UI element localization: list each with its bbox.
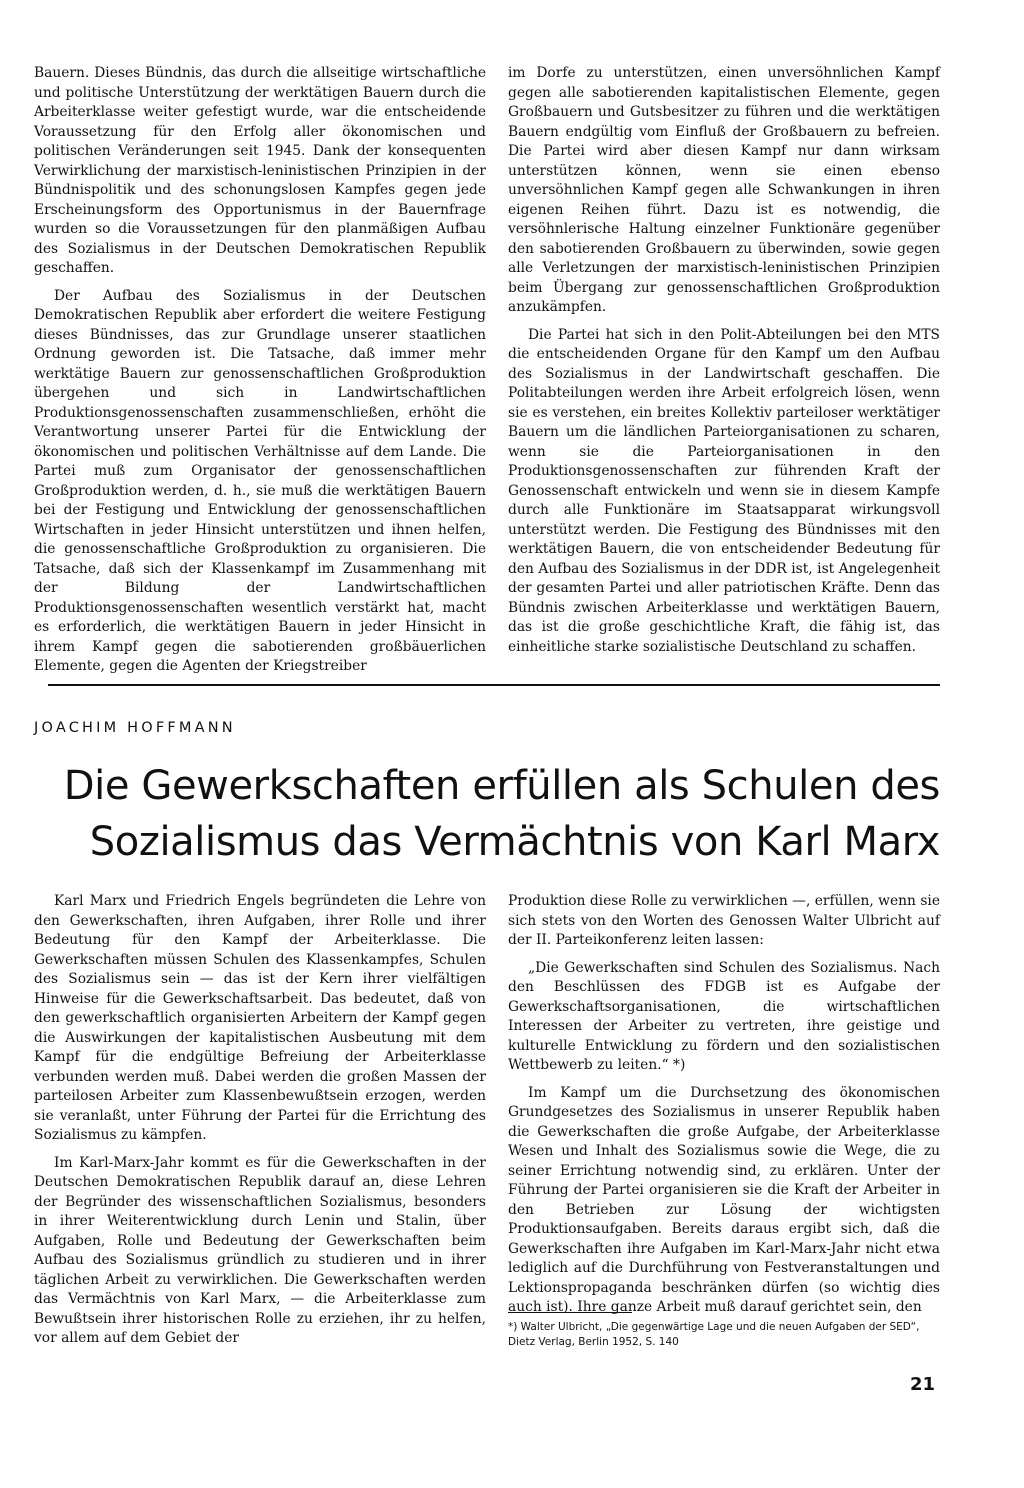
top-right-column bbox=[508, 64, 940, 665]
article-right-column bbox=[508, 892, 940, 1326]
footnote-divider bbox=[508, 1312, 632, 1313]
paragraph: Bauern. Dieses Bündnis, das durch die allseitige wirtschaftliche und politische Unterstützung der werktätigen Bauern durch die Arbeiterklasse weiter gefestigt wurde, war die entscheidende Voraussetzung für den Erfolg aller ökonomischen und politischen Veränderungen seit 1945. Dank der konsequenten Verwirklichung der marxistisch-leninistischen Prinzipien in der Bündnispolitik und des schonungslosen Kampfes gegen jede Erscheinungsform des Opportunismus in der Bauernfrage wurden so die Voraussetzungen für den planmäßigen Aufbau des Sozialismus in der Deutschen Demokratischen Republik geschaffen. bbox=[34, 65, 486, 276]
section-divider bbox=[48, 684, 940, 686]
article-left-column bbox=[34, 892, 486, 1357]
paragraph: Im Kampf um die Durchsetzung des ökonomischen Grundgesetzes des Sozialismus in unserer Republik haben die Gewerkschaften die große Aufgabe, der Arbeiterklasse Wesen und Inhalt des Sozialismus sowie die Wege, die zu seiner Errichtung notwendig sind, zu erklären. Unter der Führung der Partei organisieren sie die Kraft der Arbeiter in den Betrieben zur Lösung der wichtigsten Produktionsaufgaben. Bereits daraus ergibt sich, daß die Gewerkschaften ihre Aufgaben im Karl-Marx-Jahr nicht etwa lediglich auf die Durchführung von Festveranstaltungen und Lektionspropaganda beschränken dürfen (so wichtig dies auch ist). Ihre ganze Arbeit muß darauf gerichtet sein, den bbox=[508, 1084, 940, 1315]
article-title-line: Die Gewerkschaften erfüllen als Schulen des bbox=[63, 763, 940, 809]
paragraph: Der Aufbau des Sozialismus in der Deutschen Demokratischen Republik aber erfordert die weitere Festigung dieses Bündnisses, das zur Grundlage unserer staatlichen Ordnung geworden ist. Die Tatsache, daß immer mehr werktätige Bauern zur genossenschaftlichen Großproduktion übergehen und sich in Landwirtschaftlichen Produktionsgenossenschaften zusammenschließen, erhöht die Verantwortung unserer Partei für die Entwicklung der ökonomischen und politischen Verhältnisse auf dem Lande. Die Partei muß zum Organisator der genossenschaftlichen Großproduktion werden, d. h., sie muß die werktätigen Bauern bei der Festigung und Entwicklung der genossenschaftlichen Wirtschaften in jeder Hinsicht unterstützen und ihnen helfen, die genossenschaftliche Großproduktion zu organisieren. Die Tatsache, daß sich der Klassenkampf im Zusammenhang mit der Bildung der Landwirtschaftlichen Produktionsgenossenschaften wesentlich verstärkt hat, macht es erforderlich, die werktätigen Bauern in jeder Hinsicht in ihrem Kampf gegen die sabotierenden großbäuerlichen Elemente, gegen die Agenten der Kriegstreiber bbox=[34, 287, 486, 674]
paragraph: Im Karl-Marx-Jahr kommt es für die Gewerkschaften in der Deutschen Demokratischen Republik darauf an, diese Lehren der Begründer des wissenschaftlichen Sozialismus, besonders in ihrer Weiterentwicklung durch Lenin und Stalin, über Aufgaben, Rolle und Bedeutung der Gewerkschaften beim Aufbau des Sozialismus gründlich zu studieren und in ihrer täglichen Arbeit zu verwirklichen. Die Gewerkschaften werden das Vermächtnis von Karl Marx, — die Arbeiterklasse zum Bewußtsein ihrer historischen Rolle zu erziehen, ihr zu helfen, vor allem auf dem Gebiet der bbox=[34, 1154, 486, 1346]
paragraph: Karl Marx und Friedrich Engels begründeten die Lehre von den Gewerkschaften, ihren Aufgaben, ihrer Rolle und ihrer Bedeutung für den Kampf der Arbeiterklasse. Die Gewerkschaften müssen Schulen des Klassenkampfes, Schulen des Sozialismus sein — das ist der Kern ihrer vielfältigen Hinweise für die Gewerkschaftsarbeit. Das bedeutet, daß von den gewerkschaftlich organisierten Arbeitern der Kampf gegen die Auswirkungen der kapitalistischen Ausbeutung mit dem Kampf für die endgültige Befreiung der Arbeiterklasse verbunden werden muß. Dabei werden die großen Massen der parteilosen Arbeiter zum Klassenbewußtsein erzogen, werden sie veranlaßt, unter Führung der Partei für die Errichtung des Sozialismus zu kämpfen. bbox=[34, 893, 486, 1143]
article-title-line: Sozialismus das Vermächtnis von Karl Marx bbox=[89, 819, 940, 865]
paragraph: im Dorfe zu unterstützen, einen unversöhnlichen Kampf gegen alle sabotierenden kapitalistischen Elemente, gegen Großbauern und Gutsbesitzer zu führen und die werktätigen Bauern endgültig vom Einfluß der Großbauern zu befreien. Die Partei wird aber diesen Kampf nur dann wirksam unterstützen können, wenn sie einen ebenso unversöhnlichen Kampf gegen alle Schwankungen in ihren eigenen Reihen führt. Dazu ist es notwendig, die versöhnlerische Haltung einzelner Funktionäre gegenüber den sabotierenden Großbauern zu überwinden, sowie gegen alle Verletzungen der marxistisch-leninistischen Prinzipien beim Übergang zur genossenschaftlichen Großproduktion anzukämpfen. bbox=[508, 65, 940, 315]
article-title bbox=[34, 758, 940, 870]
paragraph: Produktion diese Rolle zu verwirklichen —, erfüllen, wenn sie sich stets von den Worten des Genossen Walter Ulbricht auf der II. Parteikonferenz leiten lassen: bbox=[508, 893, 940, 948]
paragraph: Die Partei hat sich in den Polit-Abteilungen bei den MTS die entscheidenden Organe für den Kampf um den Aufbau des Sozialismus in der Landwirtschaft geschaffen. Die Politabteilungen werden ihre Arbeit erfolgreich lösen, wenn sie es verstehen, ein breites Kollektiv parteiloser werktätiger Bauern um die ländlichen Parteiorganisationen zu scharen, wenn sie die Parteiorganisationen in den Produktionsgenossenschaften zur führenden Kraft der Genossenschaft entwickeln und wenn sie in diesem Kampfe durch alle Funktionäre im Staatsapparat wirkungsvoll unterstützt werden. Die Festigung des Bündnisses mit den werktätigen Bauern, die von entscheidender Bedeutung für den Aufbau des Sozialismus in der DDR ist, ist Angelegenheit der gesamten Partei und aller patriotischen Kräfte. Denn das Bündnis zwischen Arbeiterklasse und werktätigen Bauern, das ist die große geschichtliche Kraft, die fähig ist, das einheitliche starke sozialistische Deutschland zu schaffen. bbox=[508, 326, 940, 655]
page-number: 21 bbox=[910, 1374, 936, 1395]
top-left-column bbox=[34, 64, 486, 685]
article-author: JOACHIM HOFFMANN bbox=[34, 720, 236, 736]
footnote: *) Walter Ulbricht, „Die gegenwärtige Lage und die neuen Aufgaben der SED“, Dietz Verlag, Berlin 1952, S. 140 bbox=[508, 1321, 920, 1348]
quotation: „Die Gewerkschaften sind Schulen des Sozialismus. Nach den Beschlüssen des FDGB ist es Aufgabe der Gewerkschaftsorganisationen, die wirtschaftlichen Interessen der Arbeiter zu vertreten, ihre geistige und kulturelle Entwicklung zu fördern und den sozialistischen Wettbewerb zu leiten.“ *) bbox=[508, 959, 940, 1073]
